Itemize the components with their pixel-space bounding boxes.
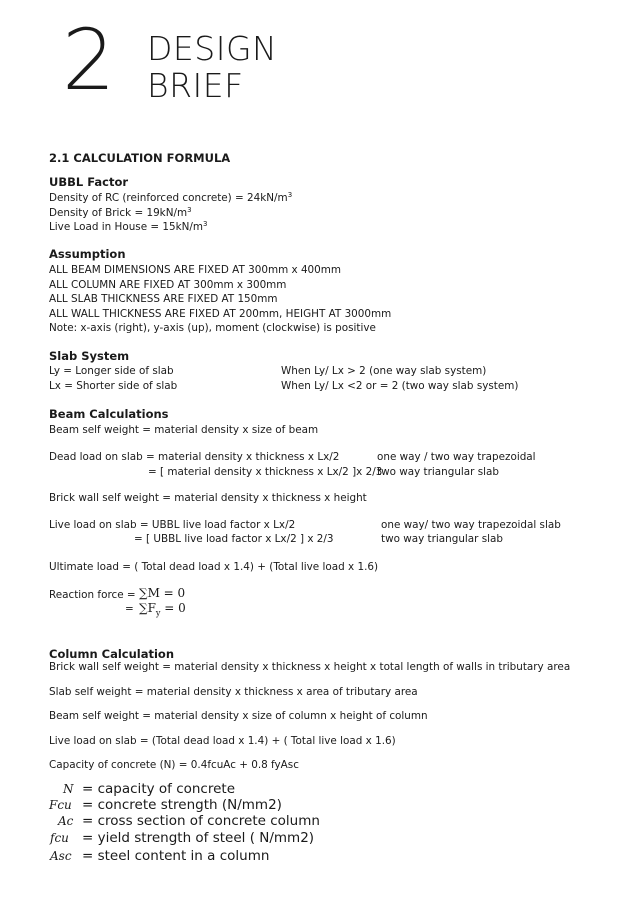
beam-heading: Beam Calculations <box>49 407 169 421</box>
slab-condition: When Ly/ Lx > 2 (one way slab system) <box>281 365 487 377</box>
legend-symbol: Fcu <box>49 798 72 812</box>
chapter-title-line2: BRIEF <box>147 66 244 105</box>
live-load-note: one way/ two way trapezoidal slab <box>381 519 561 531</box>
assumption-line: ALL BEAM DIMENSIONS ARE FIXED AT 300mm x 400mm <box>49 264 342 276</box>
legend-symbol: Asc <box>50 849 72 863</box>
ubbl-line: Live Load in House = $15kN/m^3$ <box>49 220 208 233</box>
ultimate-load-formula: Ultimate load = ( Total dead load x 1.4) + (Total live load x 1.6) <box>49 561 379 573</box>
legend-desc: = cross section of concrete column <box>82 813 320 829</box>
assumption-line: ALL SLAB THICKNESS ARE FIXED AT 150mm <box>49 293 278 305</box>
legend-desc: = yield strength of steel ( N/mm2) <box>82 830 315 846</box>
assumption-line: ALL COLUMN ARE FIXED AT 300mm x 300mm <box>49 279 287 291</box>
live-load-formula-2: = [ UBBL live load factor x Lx/2 ] x 2/3 <box>134 533 334 545</box>
column-line: Brick wall self weight = material density x thickness x height x total length of walls in tributary area <box>49 661 571 673</box>
reaction-eq-force: $\sum F_y = 0$ <box>139 601 186 618</box>
reaction-equals: = <box>125 603 134 615</box>
live-load-note-2: two way triangular slab <box>381 533 504 545</box>
assumption-note: Note: x-axis (right), y-axis (up), moment (clockwise) is positive <box>49 322 376 334</box>
column-line: Beam self weight = material density x size of column x height of column <box>49 710 428 722</box>
dead-load-note-2: two way triangular slab <box>377 466 500 478</box>
beam-self-weight: Beam self weight = material density x size of beam <box>49 424 319 436</box>
column-line: Capacity of concrete (N) = 0.4fcuAc + 0.8 fyAsc <box>49 759 299 771</box>
dead-load-formula: Dead load on slab = material density x thickness x Lx/2 <box>49 451 340 463</box>
reaction-eq-moment: ∑M = 0 <box>139 586 186 600</box>
legend-desc: = capacity of concrete <box>82 781 236 797</box>
ubbl-heading: UBBL Factor <box>49 175 129 189</box>
column-line: Slab self weight = material density x thickness x area of tributary area <box>49 686 418 698</box>
ubbl-line: Density of RC (reinforced concrete) = $24kN/m^3$ <box>49 191 293 204</box>
brick-wall-formula: Brick wall self weight = material density x thickness x height <box>49 492 367 504</box>
slab-condition: When Ly/ Lx <2 or = 2 (two way slab system) <box>281 380 519 392</box>
column-heading: Column Calculation <box>49 647 175 661</box>
section-heading: 2.1 CALCULATION FORMULA <box>49 151 231 165</box>
column-line: Live load on slab = (Total dead load x 1.4) + ( Total live load x 1.6) <box>49 735 396 747</box>
legend-symbol: Ac <box>58 814 74 828</box>
legend-symbol: fcu <box>50 831 69 845</box>
reaction-label: Reaction force = <box>49 589 136 601</box>
chapter-title-line1: DESIGN <box>147 29 278 68</box>
dead-load-formula-2: = [ material density x thickness x Lx/2 ]x 2/3 <box>148 466 383 478</box>
slab-definition: Ly = Longer side of slab <box>49 365 174 377</box>
legend-desc: = concrete strength (N/mm2) <box>82 797 282 813</box>
chapter-number: 2 <box>62 11 114 109</box>
assumption-heading: Assumption <box>49 247 126 261</box>
slab-heading: Slab System <box>49 349 130 363</box>
dead-load-note: one way / two way trapezoidal <box>377 451 536 463</box>
live-load-formula: Live load on slab = UBBL live load factor x Lx/2 <box>49 519 296 531</box>
chapter-title <box>147 30 277 104</box>
legend-symbol: N <box>63 782 74 796</box>
legend-desc: = steel content in a column <box>82 848 270 864</box>
slab-definition: Lx = Shorter side of slab <box>49 380 178 392</box>
ubbl-line: Density of Brick = $19kN/m^3$ <box>49 206 192 219</box>
assumption-line: ALL WALL THICKNESS ARE FIXED AT 200mm, HEIGHT AT 3000mm <box>49 308 392 320</box>
